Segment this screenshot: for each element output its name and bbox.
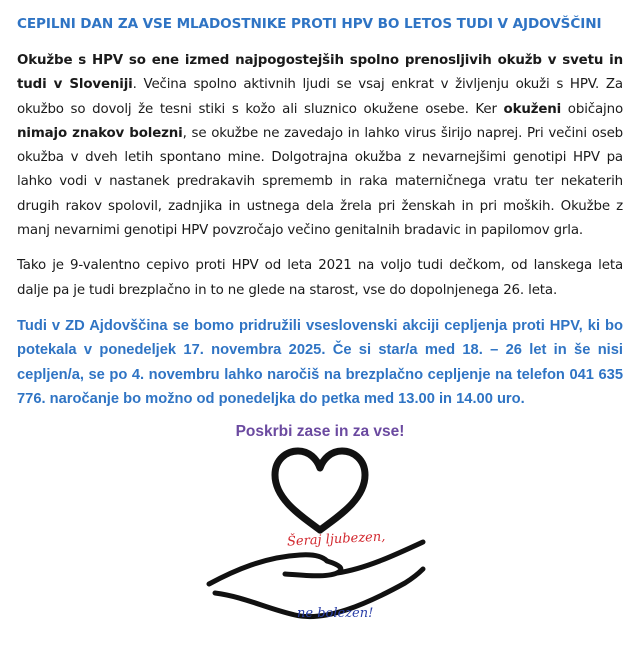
intro-paragraph xyxy=(17,49,623,243)
article-title: CEPILNI DAN ZA VSE MLADOSTNIKE PROTI HPV BO LETOS TUDI V AJDOVŠČINI xyxy=(17,16,602,32)
heart-in-hand-logo xyxy=(205,445,435,630)
logo-text-top: Šeraj ljubezen, xyxy=(286,529,386,550)
logo-text-bottom: ne bolezen! xyxy=(297,606,374,621)
intro-bold-1: Okužbe s HPV so ene izmed najpogostejših spolno prenosljivih okužb v svetu in tudi v Sloveniji xyxy=(17,53,623,93)
article xyxy=(17,14,623,442)
intro-text-4: običajno xyxy=(561,101,623,117)
vaccination-day-notice: Tudi v ZD Ajdovščina se bomo pridružili vseslovenski akciji cepljenja proti HPV, ki bo potekala v ponedeljek 17. novembra 2025. Če si star/a med 18. – 26 let in še nisi cepljen/a, se po 4. novembru lahko naročiš na brezplačno cepljenje na telefon 041 635 776. naročanje bo možno od ponedeljka do petka med 13.00 in 14.00 uro. xyxy=(17,317,623,407)
intro-text-2: . Večina spolno aktivnih ljudi se vsaj enkrat v življenju okuži s HPV. Za okužbo so dovolj že tesni stiki s kožo ali sluznico okužene osebe. Ker xyxy=(17,77,623,117)
intro-bold-3: okuženi xyxy=(503,101,562,117)
slogan: Poskrbi zase in za vse! xyxy=(235,423,405,441)
vaccine-paragraph: Tako je 9-valentno cepivo proti HPV od leta 2021 na voljo tudi dečkom, od lanskega leta dalje pa je tudi brezplačno in to ne glede na starost, vse do dopolnjenega 26. leta. xyxy=(17,258,623,298)
intro-text-6: , se okužbe ne zavedajo in lahko virus širijo naprej. Pri večini oseb okužba v dveh letih spontano mine. Dolgotrajna okužba z nevarnejšimi genotipi HPV pa lahko vodi v nastanek predrakavih sprememb in raka materničnega vratu ter nekaterih drugih rakov spolovil, zadnjika in ustnega dela žrela pri ženskah in pri moških. Okužbe z manj nevarnimi genotipi HPV povzročajo večino genitalnih bradavic in papilomov grla. xyxy=(17,125,624,239)
intro-bold-5: nimajo znakov bolezni xyxy=(17,125,183,141)
